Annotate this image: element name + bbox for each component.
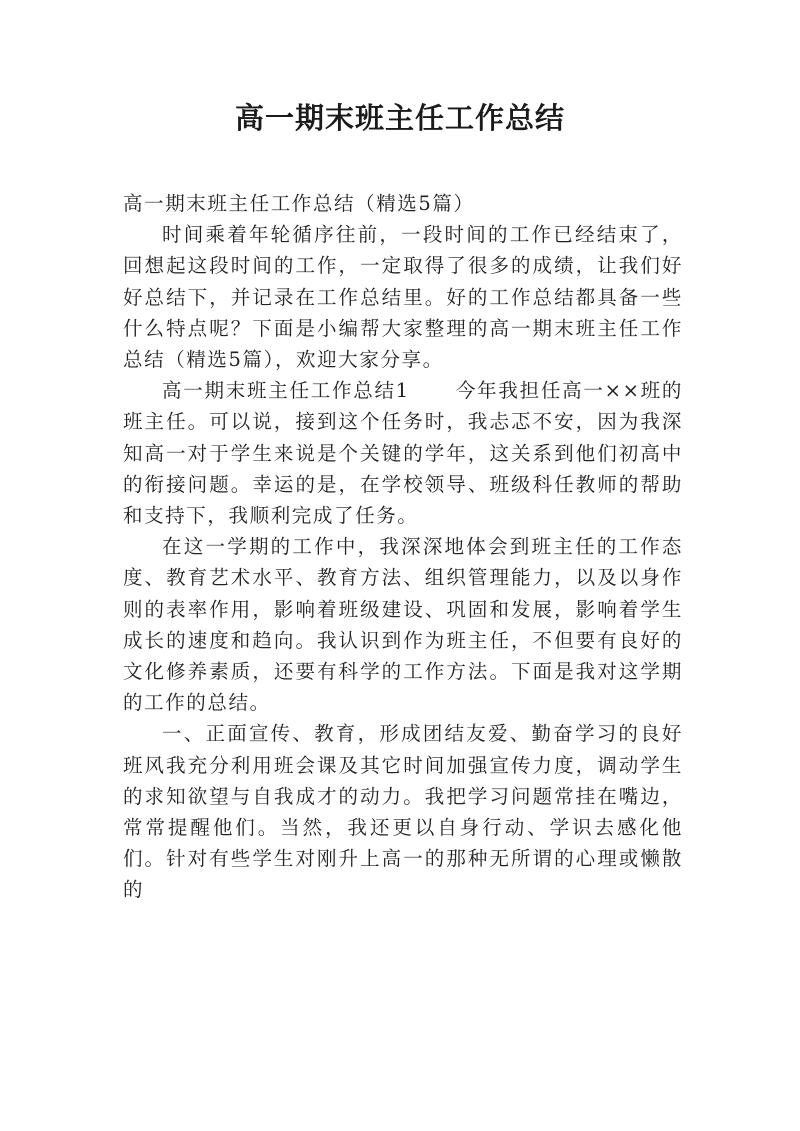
section-1-paragraph: [123, 375, 683, 531]
section-1-heading: 高一期末班主任工作总结1: [162, 379, 410, 403]
document-subtitle: 高一期末班主任工作总结（精选5篇）: [123, 192, 475, 215]
section-1-lead-text: 今年我担任高一××班的班主任。可以说，接到这个任务时，我忐忑不安，因为我深知高一对于学生来说是个关键的学年，这关系到他们初高中的衔接问题。幸运的是，在学校领导、班级科任教师的帮助和支持下，我顺利完成了任务。: [123, 379, 684, 528]
document-title: 高一期末班主任工作总结: [234, 101, 565, 135]
paragraph-3: 一、正面宣传、教育，形成团结友爱、勤奋学习的良好班风我充分利用班会课及其它时间加强宣传力度，调动学生的求知欲望与自我成才的动力。我把学习问题常挂在嘴边，常常提醒他们。当然，我还更以自身行动、学识去感化他们。针对有些学生对刚升上高一的那种无所谓的心理或懒散的: [123, 722, 683, 902]
document-body: [123, 188, 683, 906]
paragraph-2: 在这一学期的工作中，我深深地体会到班主任的工作态度、教育艺术水平、教育方法、组织管理能力，以及以身作则的表率作用，影响着班级建设、巩固和发展，影响着学生成长的速度和趋向。我认识到作为班主任，不但要有良好的文化修养素质，还要有科学的工作方法。下面是我对这学期的工作的总结。: [123, 535, 683, 715]
intro-paragraph: 时间乘着年轮循序往前，一段时间的工作已经结束了，回想起这段时间的工作，一定取得了很多的成绩，让我们好好总结下，并记录在工作总结里。好的工作总结都具备一些什么特点呢？下面是小编帮大家整理的高一期末班主任工作总结（精选5篇），欢迎大家分享。: [123, 223, 683, 372]
